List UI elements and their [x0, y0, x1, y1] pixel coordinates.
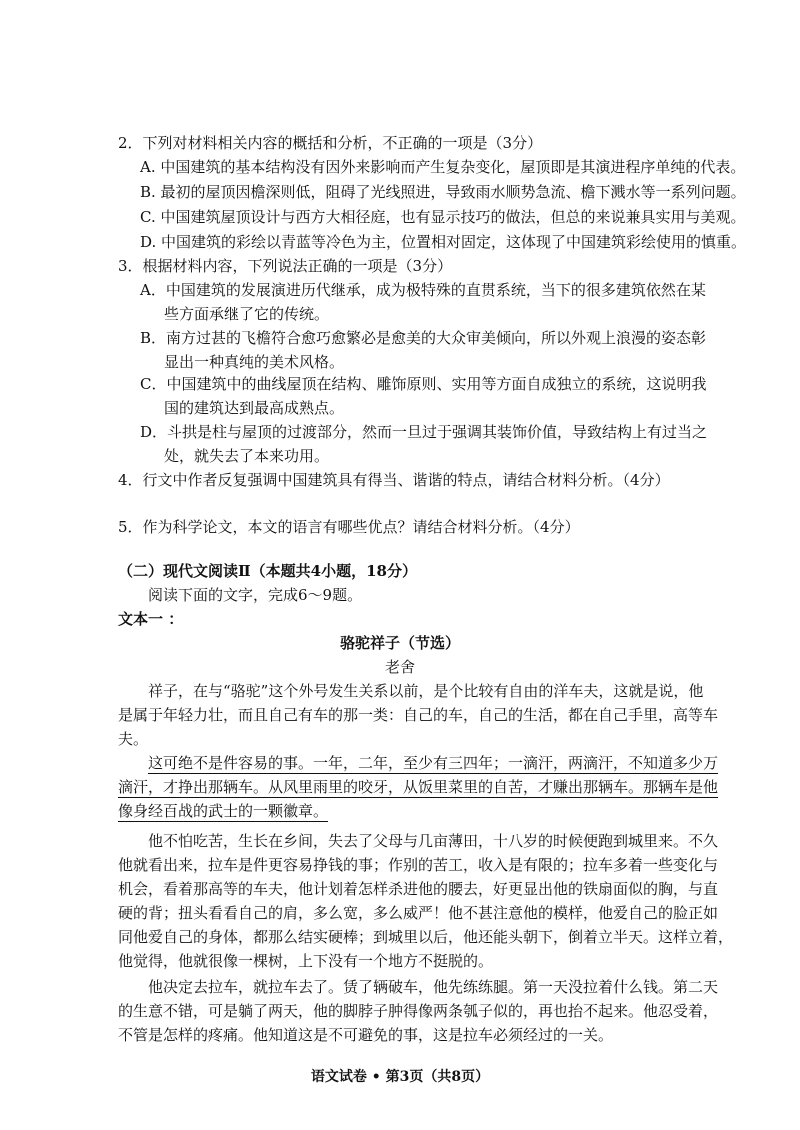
paragraph-4-line-3: 不管是怎样的疼痛。他知道这是不可避免的事，这是拉车必须经过的一关。: [118, 1026, 614, 1044]
section-instruction: 阅读下面的文字，完成6～9题。: [148, 586, 363, 604]
question-3-option-c-line1: C．中国建筑中的曲线屋顶在结构、雕饰原则、实用等方面自成独立的系统，这说明我: [140, 375, 707, 393]
paragraph-4-line-1: 他决定去拉车，就拉车去了。赁了辆破车，他先练练腿。第一天没拉着什么钱。第二天: [148, 978, 719, 996]
question-3-option-a-line1: A．中国建筑的发展演进历代继承，成为极特殊的直贯系统，当下的很多建筑依然在某: [140, 281, 706, 299]
question-2-option-d: D. 中国建筑的彩绘以青蓝等冷色为主，位置相对固定，这体现了中国建筑彩绘使用的慎重。: [140, 233, 747, 251]
question-3-option-d-line2: 处，就失去了本来功用。: [164, 447, 330, 465]
paragraph-3-line-4: 硬的背；扭头看看自己的肩，多么宽，多么威严！他不甚注意他的模样，他爱自己的脸正如: [118, 904, 719, 922]
passage-author: 老舍: [384, 658, 415, 676]
question-2-option-a: A. 中国建筑的基本结构没有因外来影响而产生复杂变化，屋顶即是其演进程序单纯的代表。: [140, 158, 746, 176]
question-3-option-b-line1: B．南方过甚的飞檐符合愈巧愈繁必是愈美的大众审美倾向，所以外观上浪漫的姿态彰: [140, 329, 707, 347]
paragraph-3-line-1: 他不怕吃苦，生长在乡间，失去了父母与几亩薄田，十八岁的时候便跑到城里来。不久: [148, 832, 719, 850]
paragraph-4-line-2: 的生意不错，可是躺了两天，他的脚脖子肿得像两条瓠子似的，再也抬不起来。他忍受着，: [118, 1002, 719, 1020]
paragraph-1-line-3: 夫。: [118, 730, 149, 748]
question-3-stem: 3．根据材料内容，下列说法正确的一项是（3分）: [118, 257, 453, 275]
question-2-option-c: C. 中国建筑屋顶设计与西方大相径庭，也有显示技巧的做法，但总的来说兼具实用与美观。: [140, 208, 746, 226]
paragraph-3-line-3: 机会，看着那高等的车夫，他计划着怎样杀进他的腰去，好更显出他的铁扇面似的胸，与直: [118, 880, 719, 898]
paragraph-3-line-2: 他就看出来，拉车是件更容易挣钱的事；作别的苦工，收入是有限的；拉车多着一些变化与: [118, 856, 719, 874]
paragraph-2-line-1: 这可绝不是件容易的事。一年，二年，至少有三四年；一滴汗，两滴汗，不知道多少万: [148, 754, 719, 772]
question-2-stem: 2．下列对材料相关内容的概括和分析，不正确的一项是（3分）: [118, 134, 543, 152]
question-3-option-c-line2: 国的建筑达到最高成熟点。: [164, 399, 345, 417]
question-3-option-b-line2: 显出一种真纯的美术风格。: [164, 353, 345, 371]
paragraph-3-line-5: 同他爱自己的身体，都那么结实硬棒；到城里以后，他还能头朝下，倒着立半天。这样立着，: [118, 928, 734, 946]
passage-title: 骆驼祥子（节选）: [339, 634, 460, 652]
paragraph-2-line-3: 像身经百战的武士的一颗徽章。: [118, 802, 329, 820]
question-3-option-d-line1: D．斗拱是柱与屋顶的过渡部分，然而一旦过于强调其装饰价值，导致结构上有过当之: [140, 423, 708, 441]
question-3-option-a-line2: 些方面承继了它的传统。: [164, 305, 330, 323]
question-4: 4．行文中作者反复强调中国建筑具有得当、谐谐的特点，请结合材料分析。（4分）: [118, 471, 670, 489]
paragraph-3-line-6: 他觉得，他就很像一棵树，上下没有一个地方不挺脱的。: [118, 952, 494, 970]
question-2-option-b: B. 最初的屋顶因檐深则低，阻碍了光线照进，导致雨水顺势急流、檐下溅水等一系列问题。: [140, 183, 746, 201]
paragraph-2-line-2: 滴汗，才挣出那辆车。从风里雨里的咬牙，从饭里菜里的自苦，才赚出那辆车。那辆车是他: [118, 778, 719, 796]
question-5: 5．作为科学论文，本文的语言有哪些优点？请结合材料分析。（4分）: [118, 518, 580, 536]
paragraph-1-line-2: 是属于年轻力壮，而且自己有车的那一类：自己的车，自己的生活，都在自己手里，高等车: [118, 706, 719, 724]
page-footer: 语文试卷 • 第3页（共8页）: [310, 1069, 490, 1085]
section-heading: （二）现代文阅读Ⅱ（本题共4小题，18分）: [118, 562, 417, 580]
text-one-label: 文本一 ：: [118, 610, 184, 628]
paragraph-1-line-1: 祥子，在与“骆驼”这个外号发生关系以前，是个比较有自由的洋车夫，这就是说，他: [148, 682, 704, 700]
